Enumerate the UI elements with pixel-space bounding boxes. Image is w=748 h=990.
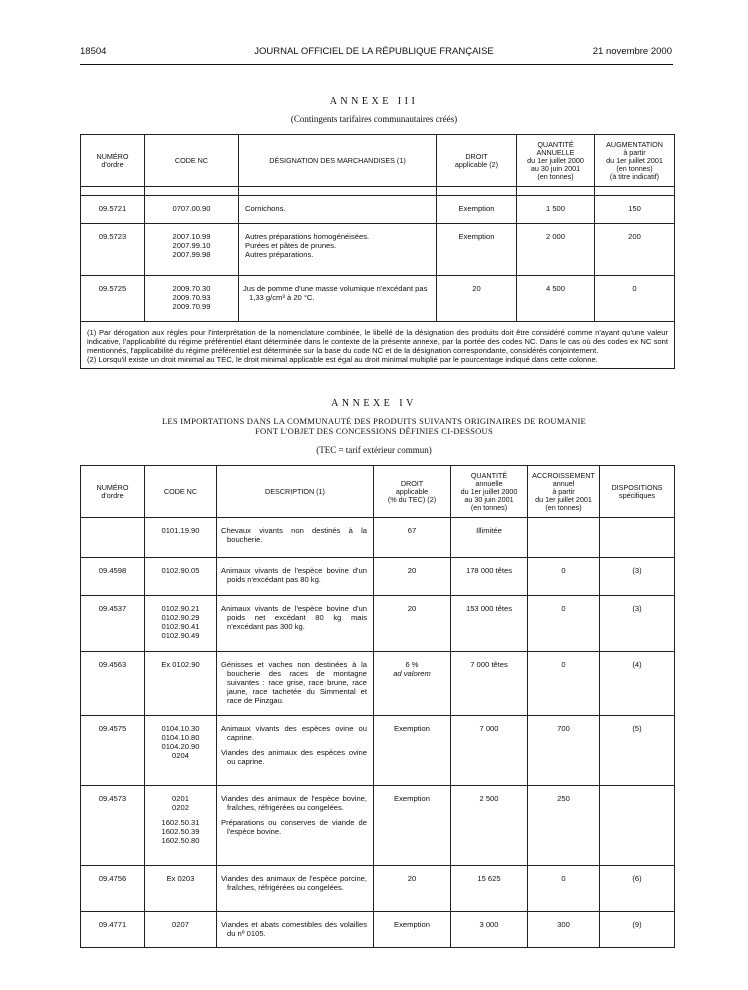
col-droit: DROIT applicable (2) <box>437 135 517 187</box>
row-droit: Exemption <box>437 224 517 276</box>
row-augmentation: 0 <box>595 276 675 322</box>
row-codes: 0102.90.05 <box>145 558 217 596</box>
row-droit: 67 <box>374 518 451 558</box>
row-accroissement: 0 <box>528 558 600 596</box>
row-codes: 2009.70.30 2009.70.93 2009.70.99 <box>145 276 239 322</box>
table-row <box>81 276 675 322</box>
row-quantite: 3 000 <box>451 912 528 948</box>
table-row <box>81 196 675 224</box>
journal-title: JOURNAL OFFICIEL DE LA RÉPUBLIQUE FRANÇAISE <box>254 46 494 57</box>
annex4-subtitle-tec: (TEC = tarif extérieur commun) <box>316 445 432 455</box>
annex3-title: ANNEXE III <box>329 96 419 107</box>
row-description: Animaux vivants des espèces ovine ou caprine. Viandes des animaux des espèces ovine ou caprine. <box>217 716 374 786</box>
row-numero: 09.5721 <box>81 196 145 224</box>
row-codes: 0102.90.21 0102.90.29 0102.90.41 0102.90.49 <box>145 596 217 652</box>
table-row <box>81 786 675 866</box>
row-accroissement: 250 <box>528 786 600 866</box>
row-dispositions: (3) <box>600 558 675 596</box>
page-number: 18504 <box>80 46 107 57</box>
col-quantite: QUANTITÉ ANNUELLE du 1er juillet 2000 au 30 juin 2001 (en tonnes) <box>517 135 595 187</box>
table-row <box>81 912 675 948</box>
row-dispositions <box>600 786 675 866</box>
row-dispositions: (5) <box>600 716 675 786</box>
annex3-header-row <box>81 135 675 187</box>
row-quantite: 4 500 <box>517 276 595 322</box>
issue-date: 21 novembre 2000 <box>592 46 672 57</box>
table-row <box>81 652 675 716</box>
row-codes: 0201 0202 1602.50.31 1602.50.39 1602.50.80 <box>145 786 217 866</box>
row-droit: Exemption <box>374 716 451 786</box>
annex4-table <box>80 465 675 948</box>
row-codes: 0101.19.90 <box>145 518 217 558</box>
table-row <box>81 596 675 652</box>
col-quantite: QUANTITÉ annuelle du 1er juillet 2000 au 30 juin 2001 (en tonnes) <box>451 466 528 518</box>
row-description: Animaux vivants de l'espèce bovine d'un poids net excédant 80 kg mais n'excédant pas 300 kg. <box>217 596 374 652</box>
annex3-table <box>80 134 675 369</box>
col-augmentation: AUGMENTATION à partir du 1er juillet 2001 (en tonnes) (à titre indicatif) <box>595 135 675 187</box>
table-row <box>81 224 675 276</box>
row-numero: 09.4575 <box>81 716 145 786</box>
row-accroissement <box>528 518 600 558</box>
row-numero: 09.4563 <box>81 652 145 716</box>
row-codes: Ex 0102.90 <box>145 652 217 716</box>
row-numero: 09.4573 <box>81 786 145 866</box>
col-dispositions: DISPOSITIONS spécifiques <box>600 466 675 518</box>
annex4-header-row <box>81 466 675 518</box>
row-accroissement: 700 <box>528 716 600 786</box>
row-droit: 20 <box>374 866 451 912</box>
row-quantite: 2 500 <box>451 786 528 866</box>
row-description: Animaux vivants de l'espèce bovine d'un poids n'excédant pas 80 kg. <box>217 558 374 596</box>
annex3-notes <box>81 322 675 369</box>
col-description: DESCRIPTION (1) <box>217 466 374 518</box>
row-accroissement: 0 <box>528 652 600 716</box>
col-code: CODE NC <box>145 135 239 187</box>
row-codes: 0104.10.30 0104.10.80 0104.20.90 0204 <box>145 716 217 786</box>
row-description: Viandes des animaux de l'espèce porcine, fraîches, réfrigérées ou congelées. <box>217 866 374 912</box>
row-quantite: 153 000 têtes <box>451 596 528 652</box>
row-accroissement: 0 <box>528 596 600 652</box>
row-dispositions: (4) <box>600 652 675 716</box>
row-accroissement: 300 <box>528 912 600 948</box>
annex4-subtitle-1: LES IMPORTATIONS DANS LA COMMUNAUTÉ DES PRODUITS SUIVANTS ORIGINAIRES DE ROUMANIE <box>161 416 586 426</box>
row-droit: Exemption <box>374 786 451 866</box>
row-droit: 20 <box>374 558 451 596</box>
row-description: Viandes et abats comestibles des volailles du nº 0105. <box>217 912 374 948</box>
droit-ad-valorem: ad valorem <box>393 669 431 678</box>
col-code: CODE NC <box>145 466 217 518</box>
annex4-subtitle-2: FONT L'OBJET DES CONCESSIONS DÉFINIES CI-DESSOUS <box>255 426 493 436</box>
row-description: Chevaux vivants non destinés à la boucherie. <box>217 518 374 558</box>
row-accroissement: 0 <box>528 866 600 912</box>
row-codes: 0707.00.90 <box>145 196 239 224</box>
row-droit: 20 <box>437 276 517 322</box>
row-numero: 09.5723 <box>81 224 145 276</box>
row-numero: 09.4771 <box>81 912 145 948</box>
col-numero: NUMÉRO d'ordre <box>81 135 145 187</box>
row-codes: 2007.10.99 2007.99.10 2007.99.98 <box>145 224 239 276</box>
table-row <box>81 716 675 786</box>
row-numero: 09.5725 <box>81 276 145 322</box>
row-codes: Ex 0203 <box>145 866 217 912</box>
row-droit: Exemption <box>437 196 517 224</box>
row-numero: 09.4537 <box>81 596 145 652</box>
annex3-subtitle: (Contingents tarifaires communautaires créés) <box>290 114 458 124</box>
table-spacer <box>81 187 675 196</box>
row-quantite: 7 000 <box>451 716 528 786</box>
row-quantite: 178 000 têtes <box>451 558 528 596</box>
row-dispositions: (3) <box>600 596 675 652</box>
table-row <box>81 518 675 558</box>
row-designation: Cornichons. <box>239 196 437 224</box>
row-dispositions <box>600 518 675 558</box>
note-1: (1) Par dérogation aux règles pour l'interprétation de la nomenclature combinée, le libellé de la désignation des produits doit être considéré comme n'ayant qu'une valeur indicative, l'applicabilité du régime préférentiel étant déterminée dans le contexte de la présente annexe, par la portée des codes NC. Dans le cas où des codes ex NC sont mentionnés, l'applicabilité du régime préférentiel est déterminée sur la base du code NC et de la désignation correspondante, considérés conjointement. <box>87 328 668 355</box>
row-augmentation: 200 <box>595 224 675 276</box>
row-codes: 0207 <box>145 912 217 948</box>
row-designation: Jus de pomme d'une masse volumique n'excédant pas 1,33 g/cm³ à 20 °C. <box>239 276 437 322</box>
row-designation: Autres préparations homogénéisées. Purées et pâtes de prunes. Autres préparations. <box>239 224 437 276</box>
row-quantite: 2 000 <box>517 224 595 276</box>
row-quantite: 1 500 <box>517 196 595 224</box>
row-description: Génisses et vaches non destinées à la boucherie des races de montagne suivantes : race grise, race brune, race jaune, race tachetée du Simmental et race de Pinzgau. <box>217 652 374 716</box>
row-quantite: 7 000 têtes <box>451 652 528 716</box>
annex4-title: ANNEXE IV <box>331 398 417 409</box>
header-rule <box>80 64 673 65</box>
table-row <box>81 866 675 912</box>
row-numero: 09.4756 <box>81 866 145 912</box>
row-quantite: Illimitée <box>451 518 528 558</box>
row-dispositions: (9) <box>600 912 675 948</box>
table-row <box>81 558 675 596</box>
row-dispositions: (6) <box>600 866 675 912</box>
row-quantite: 15 625 <box>451 866 528 912</box>
row-droit: Exemption <box>374 912 451 948</box>
row-augmentation: 150 <box>595 196 675 224</box>
note-2: (2) Lorsqu'il existe un droit minimal au TEC, le droit minimal applicable est égal au droit minimal multiplié par le pourcentage indiqué dans cette colonne. <box>87 355 598 364</box>
row-droit: 20 <box>374 596 451 652</box>
row-numero <box>81 518 145 558</box>
row-droit: 6 % ad valorem <box>374 652 451 716</box>
col-numero: NUMÉRO d'ordre <box>81 466 145 518</box>
col-accroissement: ACCROISSEMENT annuel à partir du 1er juillet 2001 (en tonnes) <box>528 466 600 518</box>
row-description: Viandes des animaux de l'espèce bovine, fraîches, réfrigérées ou congelées. Préparations ou conserves de viande de l'espèce bovine. <box>217 786 374 866</box>
row-numero: 09.4598 <box>81 558 145 596</box>
col-designation: DÉSIGNATION DES MARCHANDISES (1) <box>239 135 437 187</box>
col-droit: DROIT applicable (% du TEC) (2) <box>374 466 451 518</box>
